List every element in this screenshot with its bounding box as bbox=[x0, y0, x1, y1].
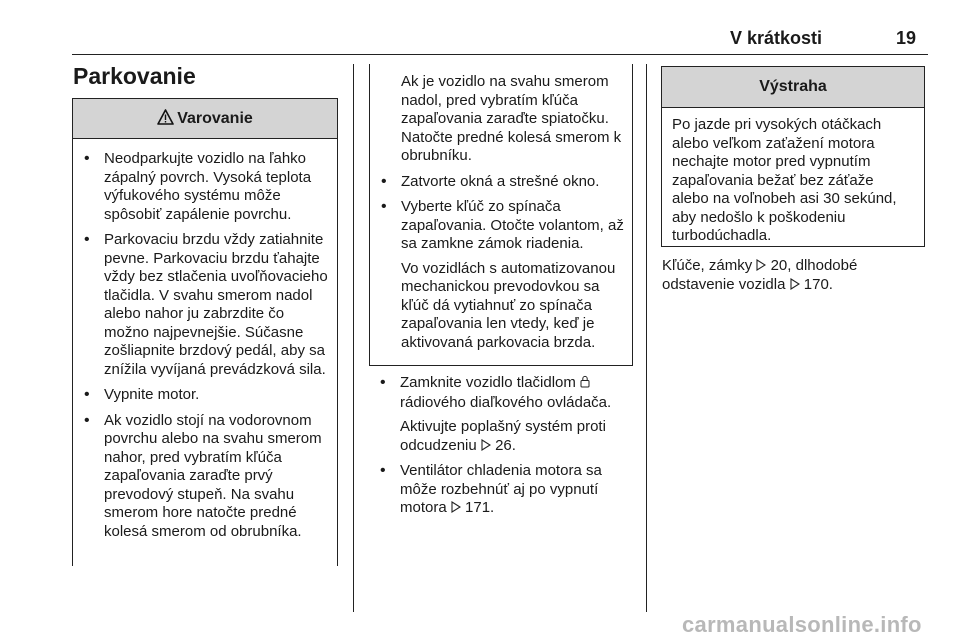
arrow-icon[interactable] bbox=[790, 276, 800, 293]
cross-reference-link[interactable]: 171. bbox=[465, 499, 495, 516]
warning-box-header bbox=[73, 99, 337, 139]
warning-box-continued bbox=[369, 64, 633, 366]
caution-box-title: Výstraha bbox=[759, 78, 827, 95]
warning-continued-list bbox=[378, 173, 624, 353]
arrow-icon[interactable] bbox=[481, 437, 491, 454]
page-header bbox=[0, 0, 960, 58]
warning-list bbox=[73, 139, 337, 541]
cross-reference-text: Kľúče, zámky 20, dlhodobé odstavenie vozidla 170. bbox=[662, 257, 858, 293]
warning-box-title: Varovanie bbox=[177, 110, 253, 127]
list-item-note: Vo vozidlách s automatizovanou mechanickou prevodovkou sa kľúč dá vytiahnuť zo spínača zapaľovania len vtedy, keď je aktivovaná parkovacia brzda. bbox=[401, 259, 616, 351]
list-item: • Neodparkujte vozidlo na ľahko zápalný povrch. Vysoká teplota výfukového systému môže spôsobiť zapálenie povrchu. bbox=[81, 150, 329, 224]
lock-icon bbox=[580, 376, 590, 391]
list-item: • Vypnite motor. bbox=[81, 386, 329, 405]
warning-box bbox=[72, 98, 338, 566]
parking-steps-list bbox=[377, 374, 635, 525]
watermark: carmanualsonline.info bbox=[682, 612, 922, 637]
arrow-icon[interactable] bbox=[756, 257, 766, 274]
cross-reference-link[interactable]: 170. bbox=[803, 275, 833, 293]
list-item: • Zamknite vozidlo tlačidlom rádiového diaľkového ovládača. Aktivujte poplašný systém proti odcudzeniu 26. bbox=[377, 374, 635, 455]
list-item: • Ventilátor chladenia motora sa môže rozbehnúť aj po vypnutí motora 171. bbox=[377, 462, 635, 518]
column-divider-left bbox=[353, 64, 354, 612]
warning-continued-text: Ak je vozidlo na svahu smerom nadol, pred vybratím kľúča zapaľovania zaraďte spiatočku. Natočte predné kolesá smerom k obrubníku. bbox=[401, 73, 622, 164]
header-title: V krátkosti bbox=[730, 28, 823, 48]
list-item: • Ak vozidlo stojí na vodorovnom povrchu alebo na svahu smerom nahor, pred vybratím kľúča zapaľovania zaraďte prvý prevodový stupeň. Na svahu smerom hore natočte predné kolesá smerom od obrubníka. bbox=[81, 412, 329, 542]
header-rule bbox=[72, 54, 928, 55]
caution-box-text: Po jazde pri vysokých otáčkach alebo veľkom zaťažení motora nechajte motor pred vypnutím zapaľovania bežať bez záťaže alebo na voľnobeh asi 30 sekúnd, aby nedošlo k poškodeniu turbodúchadla. bbox=[672, 116, 897, 244]
cross-reference-link[interactable]: 20, dlhodobé odstavenie vozidla bbox=[662, 257, 858, 293]
section-title: Parkovanie bbox=[73, 63, 196, 89]
cross-reference-link[interactable]: 26. bbox=[495, 436, 516, 454]
column-divider-right bbox=[646, 64, 647, 612]
list-item: • Parkovaciu brzdu vždy zatiahnite pevne. Parkovaciu brzdu ťahajte vždy bez stlačenia uvoľňovacieho tlačidla. V svahu smerom nadol alebo nahor ju zabrzdite čo možno najpevnejšie. Súčasne zošliapnite brzdový pedál, aby sa znížila vyvíjaná prevádzková sila. bbox=[81, 231, 329, 379]
arrow-icon[interactable] bbox=[451, 499, 461, 516]
warning-triangle-icon bbox=[157, 101, 174, 140]
list-item: • Zatvorte okná a strešné okno. bbox=[378, 173, 624, 192]
caution-box-header bbox=[662, 67, 924, 108]
caution-box bbox=[661, 66, 925, 247]
list-item: • Vyberte kľúč zo spínača zapaľovania. Otočte volantom, až sa zamkne zámok riadenia. Vo vozidlách s automatizovanou mechanickou prevodovkou sa kľúč dá vytiahnuť zo spínača zapaľovania len vtedy, keď je aktivovaná parkovacia brzda. bbox=[378, 198, 624, 352]
page-number: 19 bbox=[896, 28, 917, 48]
